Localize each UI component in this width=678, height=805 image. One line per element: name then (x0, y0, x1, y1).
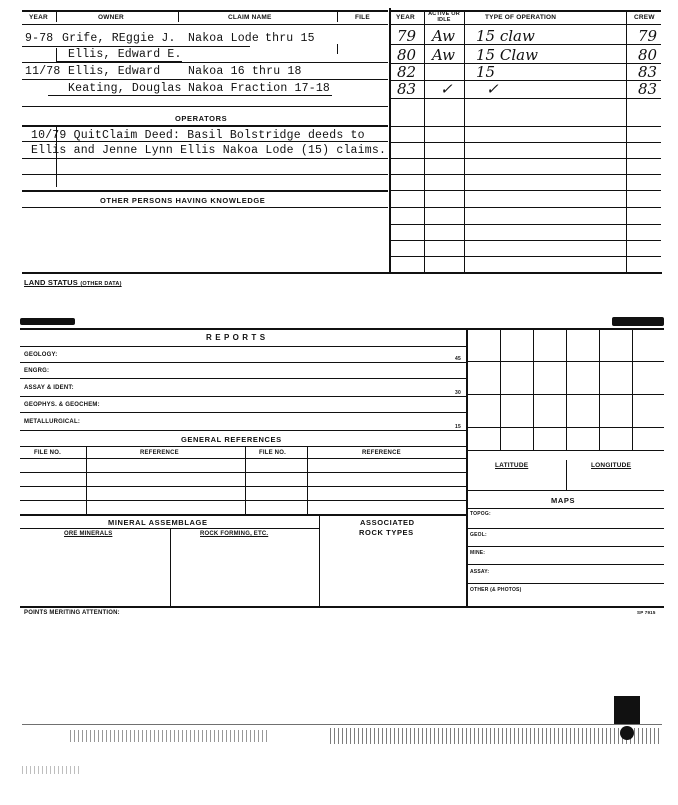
divider (56, 48, 57, 62)
report-num-30: 30 (455, 390, 461, 396)
land-status-label (24, 278, 122, 287)
activity-row-4-active: ✓ (440, 80, 453, 98)
divider (337, 10, 338, 22)
row-rule (389, 256, 661, 257)
row-rule (20, 378, 466, 379)
bottom-rule (20, 606, 664, 608)
ore-minerals-label: ORE MINERALS (64, 531, 113, 537)
row-rule (22, 141, 388, 142)
grid-line (500, 330, 501, 450)
rock-types-label: ROCK TYPES (359, 528, 414, 537)
scan-mark-right (612, 317, 664, 326)
maps-mine: MINE: (470, 550, 486, 556)
rock-forming-label: ROCK FORMING, ETC. (200, 531, 269, 537)
grid-line (466, 450, 664, 451)
maps-geol: GEOL: (470, 532, 487, 538)
activity-row-2-active: Aw (432, 46, 455, 64)
mineral-assemblage-title: MINERAL ASSEMBLAGE (108, 518, 208, 527)
grid-line (533, 330, 534, 450)
row-underline (22, 46, 250, 47)
divider (337, 44, 338, 54)
row-rule (20, 514, 466, 516)
report-metallurgical: METALLURGICAL: (24, 419, 81, 425)
header-rule (22, 24, 388, 25)
maps-title: MAPS (551, 496, 576, 505)
col-header-active-idle: ACTIVE OR IDLE (428, 11, 460, 23)
row-rule (20, 430, 466, 431)
activity-row-1-year: 79 (397, 27, 417, 45)
scan-line (22, 724, 662, 725)
activity-row-4-year: 83 (397, 80, 417, 98)
report-assay: ASSAY & IDENT: (24, 385, 74, 391)
panel-border (389, 8, 391, 274)
divider (424, 10, 425, 272)
activity-row-4-crew: 83 (638, 80, 658, 98)
gr-header-reference-2: REFERENCE (362, 450, 401, 456)
row-rule (466, 528, 664, 529)
owner-row-2-owner: Ellis, Edward E. (68, 48, 182, 61)
row-rule (22, 190, 388, 192)
row-rule (22, 62, 388, 63)
row-rule (22, 158, 388, 159)
divider (56, 10, 57, 22)
row-rule (22, 79, 388, 80)
owner-row-3-year: 11/78 (25, 65, 61, 78)
owner-row-1-year: 9-78 (25, 32, 54, 45)
col-header-claim-name: CLAIM NAME (228, 14, 272, 21)
col-header-type-of-operation: TYPE OF OPERATION (485, 14, 557, 21)
operators-title: OPERATORS (175, 114, 228, 123)
general-references-title: GENERAL REFERENCES (181, 435, 282, 444)
row-rule (20, 486, 466, 487)
associated-label: ASSOCIATED (360, 518, 415, 527)
report-engrg: ENGRG: (24, 368, 50, 374)
row-rule (20, 396, 466, 397)
divider (566, 460, 567, 490)
divider (56, 127, 57, 187)
divider (245, 446, 246, 514)
row-rule (389, 224, 661, 225)
col-header-crew: CREW (634, 14, 655, 21)
row-rule (20, 500, 466, 501)
operators-rule (22, 125, 388, 127)
activity-row-1-active: Aw (432, 27, 455, 45)
header-rule (389, 24, 661, 25)
grid-line (466, 427, 664, 428)
scan-mark-bottom (614, 696, 640, 724)
report-num-45: 45 (455, 356, 461, 362)
row-rule (389, 126, 661, 127)
operators-line-1: 10/79 QuitClaim Deed: Basil Bolstridge deeds to (31, 129, 365, 142)
row-rule (22, 207, 388, 208)
grid-line (466, 361, 664, 362)
row-rule (389, 174, 661, 175)
divider (307, 446, 308, 514)
col-header-year-activity: YEAR (396, 14, 415, 21)
row-rule (466, 564, 664, 565)
col-header-owner: OWNER (98, 14, 124, 21)
activity-row-3-year: 82 (397, 63, 417, 81)
owner-row-1-owner: Grife, REggie J. (62, 32, 176, 45)
activity-row-1-crew: 79 (638, 27, 658, 45)
maps-topog: TOPOG: (470, 511, 491, 517)
scan-noise (70, 730, 270, 742)
row-underline (48, 95, 332, 96)
activity-row-1-type: 15 claw (476, 27, 535, 45)
divider (319, 514, 320, 606)
land-status-text: LAND STATUS (24, 278, 79, 287)
maps-other: OTHER (& PHOTOS) (470, 587, 522, 593)
scan-mark-left (20, 318, 75, 325)
col-header-year: YEAR (29, 14, 48, 21)
points-meriting-attention-label: POINTS MERITING ATTENTION: (24, 610, 120, 616)
row-rule (389, 44, 661, 45)
row-rule (22, 106, 388, 107)
row-rule (389, 63, 661, 64)
other-persons-title: OTHER PERSONS HAVING KNOWLEDGE (100, 196, 266, 205)
row-rule (389, 240, 661, 241)
section-rule (22, 272, 662, 274)
divider (86, 446, 87, 514)
activity-row-3-crew: 83 (638, 63, 658, 81)
owner-row-3-claim: Nakoa 16 thru 18 (188, 65, 302, 78)
owner-row-1-claim-tail: thru 15 (265, 32, 315, 45)
row-rule (389, 98, 661, 99)
owner-row-3-owner: Ellis, Edward (68, 65, 161, 78)
longitude-label: LONGITUDE (591, 462, 632, 469)
row-rule (466, 508, 664, 509)
gr-header-file-no-2: FILE NO. (259, 450, 286, 456)
activity-row-2-crew: 80 (638, 46, 658, 64)
top-border (22, 10, 388, 12)
grid-line (632, 330, 633, 450)
land-status-sub: (OTHER DATA) (80, 281, 122, 287)
row-rule (389, 207, 661, 208)
activity-row-2-year: 80 (397, 46, 417, 64)
activity-row-4-type: ✓ (486, 80, 499, 98)
row-rule (389, 80, 661, 81)
scan-noise (22, 766, 82, 774)
divider (626, 10, 627, 272)
divider (464, 10, 465, 272)
scan-noise (330, 728, 660, 744)
owner-row-4-owner: Keating, Douglas (68, 82, 182, 95)
row-rule (20, 412, 466, 413)
row-rule (466, 546, 664, 547)
reports-title: R E P O R T S (206, 333, 266, 342)
row-rule (389, 158, 661, 159)
activity-row-2-type: 15 Claw (476, 46, 538, 64)
reports-top-rule (20, 328, 664, 330)
latitude-label: LATITUDE (495, 462, 529, 469)
owner-row-4-claim: Nakoa Fraction 17-18 (188, 82, 331, 95)
report-geophys: GEOPHYS. & GEOCHEM: (24, 402, 100, 408)
divider (178, 10, 179, 22)
row-rule (20, 472, 466, 473)
gr-header-reference-1: REFERENCE (140, 450, 179, 456)
row-rule (20, 362, 466, 363)
operators-line-2: Ellis and Jenne Lynn Ellis Nakoa Lode (15) claims. (31, 144, 387, 157)
divider (170, 528, 171, 606)
activity-row-3-type: 15 (476, 63, 496, 81)
report-num-15: 15 (455, 424, 461, 430)
col-header-file: FILE (355, 14, 370, 21)
report-geology: GEOLOGY: (24, 352, 58, 358)
gr-header-file-no-1: FILE NO. (34, 450, 61, 456)
grid-line (599, 330, 600, 450)
maps-assay: ASSAY: (470, 569, 490, 575)
row-rule (466, 490, 664, 491)
row-rule (22, 174, 388, 175)
row-rule (466, 583, 664, 584)
grid-line (466, 394, 664, 395)
form-number: SP 7915 (637, 610, 656, 615)
row-rule (389, 142, 661, 143)
grid-line (566, 330, 567, 450)
owner-row-1-claim: Nakoa Lode (188, 32, 260, 45)
row-rule (20, 346, 466, 347)
row-rule (389, 190, 661, 191)
scan-mark-dot (620, 726, 634, 740)
